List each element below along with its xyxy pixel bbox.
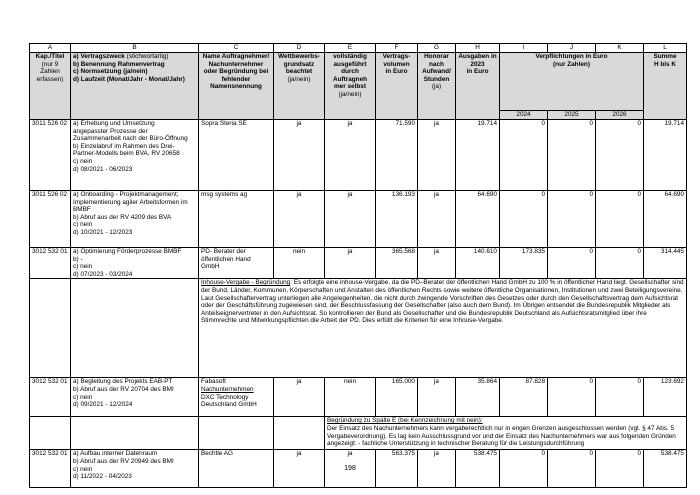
cell-line: a) Optimierung Förderprozesse BMBF (73, 248, 182, 255)
verpfl-2026-cell: 0 (596, 378, 644, 417)
cell-line: c) nein (73, 465, 93, 473)
header-line: volumen (383, 60, 410, 68)
header-line: Verpflichtungen in Euro (535, 53, 608, 60)
summe-cell: 123.692 (644, 378, 687, 417)
note-row-spalte-e (30, 417, 687, 450)
cell-line: b) - (73, 255, 83, 263)
table-row (30, 191, 687, 248)
header-verpflichtungen (500, 53, 644, 111)
verpfl-2024-cell: 0 (500, 450, 548, 488)
kap-titel-cell: 3012 532 01 (30, 248, 71, 279)
header-line: mer selbst (334, 83, 366, 91)
selbst-cell: ja (325, 191, 376, 248)
header-line: ausgeführt (333, 60, 367, 68)
wettbewerb-cell: ja (274, 120, 325, 191)
col-letter: G (418, 44, 456, 53)
table-row (30, 378, 687, 417)
verpfl-2024-cell: 0 (500, 191, 548, 248)
col-letter: C (199, 44, 274, 53)
header-line: Auftragneh (332, 75, 368, 83)
header-vertragsvolumen (376, 53, 418, 120)
header-line: nach (429, 60, 444, 68)
cell-line: PD- Berater der (201, 248, 246, 255)
header-line: Summe (653, 53, 677, 60)
verpfl-2024-cell: 0 (500, 120, 548, 191)
verpfl-2026-cell: 0 (596, 248, 644, 279)
empty-cell (274, 417, 325, 450)
note-row-inhouse (30, 279, 687, 378)
wettbewerb-cell: ja (274, 378, 325, 417)
ausgaben-cell: 64.690 (456, 191, 500, 248)
volumen-cell: 563.375 (376, 450, 418, 488)
header-ausgaben-2023 (456, 53, 500, 120)
col-letter: A (30, 44, 71, 53)
honorar-cell: ja (418, 450, 456, 488)
header-line: Stunden (423, 75, 450, 83)
header-line: (ja/nein) (338, 90, 362, 98)
header-line: d) Laufzeit (Monat/Jahr - Monat/Jahr) (73, 75, 185, 83)
cell-line: c) nein (73, 393, 93, 401)
table-row (30, 248, 687, 279)
spalte-e-note-text: Der Einsatz des Nachunternehmers kann vergaberechtlich nur in engen Grenzen ausgeschlossen werden (vgl. § 47 Abs. 5 Vergabeverordnung). Es lag kein Ausschlussgrund vor und der Einsatz des Nachunternehmers war aus folgenden Gründen angezeigt: - fachliche Unterstützung in technischer Beratung für die Leistungsdurchführung (327, 424, 676, 448)
verpfl-2026-cell: 0 (596, 120, 644, 191)
header-line: (ja) (431, 83, 442, 91)
table-row (30, 120, 687, 191)
cell-line: c) nein (73, 263, 93, 271)
empty-cell (199, 417, 274, 450)
header-line: in Euro (385, 68, 408, 76)
honorar-cell: ja (418, 378, 456, 417)
empty-cell (71, 279, 199, 378)
col-letter: E (325, 44, 376, 53)
kap-titel-cell: 3012 532 01 (30, 450, 71, 488)
cell-line: c) nein (73, 157, 93, 165)
verpfl-2025-cell: 0 (548, 378, 596, 417)
summe-cell: 538.475 (644, 450, 687, 488)
kap-titel-cell: 3011 526 02 (30, 191, 71, 248)
cell-line: GmbH (201, 263, 220, 271)
cell-line: b) Abruf aus der RV 20949 des BMI (73, 457, 174, 465)
verpfl-2025-cell: 0 (548, 248, 596, 279)
cell-line: öffentlichen Hand (201, 255, 251, 263)
col-letter: J (548, 44, 596, 53)
cell-line: b) Abruf aus der RV 4209 des BVA (73, 213, 172, 221)
cell-line: Deutschland GmbH (201, 401, 257, 409)
header-line: grundsatz (283, 60, 315, 68)
header-line: Wettbewerbs- (278, 53, 320, 60)
cell-line: a) Onboarding - Projektmanagement; (73, 191, 179, 198)
selbst-cell: nein (325, 378, 376, 417)
auftragnehmer-cell (199, 248, 274, 279)
vertragszweck-cell (71, 248, 199, 279)
cell-line: a) Erhebung und Umsetzung (73, 120, 155, 127)
col-letter: I (500, 44, 548, 53)
header-line: oder Begründung bei (203, 68, 269, 76)
year-2024: 2024 (500, 111, 548, 120)
cell-line: Sopra Steria SE (201, 120, 247, 127)
auftragnehmer-cell (199, 378, 274, 417)
header-wettbewerb (274, 53, 325, 120)
cell-line: d) 09/2021 - 12/2024 (73, 401, 133, 409)
verpfl-2025-cell: 0 (548, 120, 596, 191)
spalte-e-note (325, 417, 687, 450)
summe-cell: 314.445 (644, 248, 687, 279)
header-line: durch (341, 68, 359, 76)
empty-cell (30, 417, 71, 450)
wettbewerb-cell: ja (274, 450, 325, 488)
header-line: erfassen) (36, 75, 64, 83)
kap-titel-cell: 3012 532 01 (30, 378, 71, 417)
header-row (30, 53, 687, 111)
volumen-cell: 165.000 (376, 378, 418, 417)
wettbewerb-cell: nein (274, 248, 325, 279)
header-line: c) Normsetzung (ja/nein) (73, 68, 148, 76)
header-line: (nur 9 Zahlen (40, 60, 60, 76)
header-selbst-ausgefuehrt (325, 53, 376, 120)
header-line: Namensnennung (210, 83, 262, 91)
header-honorar (418, 53, 456, 120)
summe-cell: 64.690 (644, 191, 687, 248)
header-line: fehlender (221, 75, 251, 83)
header-line: beachtet (285, 68, 313, 76)
header-line: Vertrags- (382, 53, 411, 60)
header-line: H bis K (653, 60, 676, 68)
selbst-cell: ja (325, 120, 376, 191)
cell-line: Implementierung agiler Arbeitsformen im (73, 198, 188, 206)
selbst-cell: ja (325, 248, 376, 279)
header-line: Name Auftragnehmer/ (202, 53, 270, 60)
header-line: vollständig (333, 53, 367, 60)
column-letter-row (30, 44, 687, 53)
volumen-cell: 136.193 (376, 191, 418, 248)
col-letter: D (274, 44, 325, 53)
cell-line: a) Aufbau interner Datenraum (73, 450, 158, 458)
cell-line: a) Begleitung des Projekts EAB-PT (73, 378, 173, 386)
cell-line: BMBF (73, 206, 91, 214)
header-line: in Euro (466, 68, 489, 76)
header-line: Kap./Titel (35, 53, 65, 60)
inhouse-note (199, 279, 687, 378)
verpfl-2025-cell: 0 (548, 191, 596, 248)
wettbewerb-cell: ja (274, 191, 325, 248)
header-line-part: a) Vertragszweck (73, 53, 125, 60)
cell-line: Zusammenarbeit nach der Büro-Öffnung (73, 135, 188, 143)
header-kap-titel (30, 53, 71, 120)
year-2026: 2026 (596, 111, 644, 120)
empty-cell (30, 279, 71, 378)
inhouse-note-label: Inhouse-Vergabe - Begründung (201, 279, 291, 287)
vertragszweck-cell (71, 120, 199, 191)
honorar-cell: ja (418, 191, 456, 248)
contracts-table (29, 43, 687, 488)
header-line: Honorar (424, 53, 449, 60)
page-number: 198 (344, 465, 356, 472)
cell-line: Partner-Modells beim BVA, RV 20658 (73, 150, 180, 158)
header-line: Nachunternehmer (208, 60, 264, 68)
header-summe (644, 53, 687, 120)
col-letter: H (456, 44, 500, 53)
vertragszweck-cell (71, 191, 199, 248)
empty-cell (71, 417, 199, 450)
header-line: Ausgaben in (458, 53, 497, 60)
auftragnehmer-cell (199, 120, 274, 191)
cell-line: angepasster Prozesse der (73, 127, 148, 135)
header-line: (nur Zahlen) (553, 60, 590, 68)
cell-line: Nachunternehmen (201, 385, 254, 393)
ausgaben-cell: 35.864 (456, 378, 500, 417)
kap-titel-cell: 3011 526 02 (30, 120, 71, 191)
header-line (73, 53, 196, 61)
ausgaben-cell: 538.475 (456, 450, 500, 488)
volumen-cell: 365.568 (376, 248, 418, 279)
cell-line: d) 10/2021 - 12/2023 (73, 228, 133, 236)
cell-line: Bechtle AG (201, 450, 233, 458)
cell-line: d) 07/2023 - 03/2024 (73, 270, 133, 278)
vertragszweck-cell (71, 378, 199, 417)
col-letter: F (376, 44, 418, 53)
cell-line: b) Einzelabruf im Rahmen des Drei- (73, 142, 175, 150)
header-vertragszweck (71, 53, 199, 120)
col-letter: K (596, 44, 644, 53)
cell-line: d) 08/2021 - 06/2023 (73, 165, 133, 173)
header-line: b) Benennung Rahmenvertrag (73, 60, 165, 68)
verpfl-2025-cell: 0 (548, 450, 596, 488)
cell-line: b) Abruf aus der RV 20704 des BMI (73, 385, 174, 393)
ausgaben-cell: 19.714 (456, 120, 500, 191)
col-letter: B (71, 44, 199, 53)
header-auftragnehmer (199, 53, 274, 120)
verpfl-2024-cell: 87.828 (500, 378, 548, 417)
ausgaben-cell: 140.610 (456, 248, 500, 279)
selbst-cell: ja (325, 450, 376, 488)
header-line-part: (stichwortartig) (124, 53, 169, 60)
cell-line: c) nein (73, 221, 93, 229)
header-line: Aufwand/ (422, 68, 451, 76)
cell-line: d) 11/2022 - 04/2023 (73, 473, 132, 481)
verpfl-2026-cell: 0 (596, 450, 644, 488)
summe-cell: 19.714 (644, 120, 687, 191)
cell-line: Fabasoft (201, 378, 226, 386)
verpfl-2024-cell: 173.835 (500, 248, 548, 279)
year-2025: 2025 (548, 111, 596, 120)
auftragnehmer-cell (199, 191, 274, 248)
honorar-cell: ja (418, 248, 456, 279)
honorar-cell: ja (418, 120, 456, 191)
verpfl-2026-cell: 0 (596, 191, 644, 248)
cell-line: msg systems ag (201, 191, 248, 198)
col-letter: L (644, 44, 687, 53)
inhouse-note-text: : Es erfolgte eine inhouse-Vergabe, da die PD–Berater der öffentlichen Hand GmbH zu 100 % in öffentlicher Hand liegt. Gesellschafter sind der Bund, Länder, Kommunen, Körperschaften und Anstalten des öffentlichen Rechts sowie weitere öffentliche Organisationen, Institutionen und zwei Beteiligungsvereine. Laut Gesellschaftervertrag unterliegen alle Angelegenheiten, die nicht durch zwingende Vorschriften des Gesetzes oder durch den Gesellschaftsvertrag dem Aufsichtsrat oder der Geschäftsführung zugewiesen sind, der Beschlussfassung der Gesellschafter (also auch dem Bund). Im Übrigen entsendet die Bundesrepublik Mitglieder als Anteilseignervertreter in den Aufsichtsrat. So kontrollieren der Bund als Gesellschafter und die Bundesrepublik Deutschland als Aufsichtsratsmitglied über ihre Stimmrechte und Mitwirkungspflichten die Arbeit der PD. Dies erfüllt die Kriterien für eine Inhouse-Vergabe. (201, 279, 684, 325)
header-line: (ja/nein) (287, 75, 311, 83)
spalte-e-note-label: Begründung zu Spalte E (bei Kennzeichnung mit nein): (327, 417, 483, 425)
volumen-cell: 71.590 (376, 120, 418, 191)
cell-line: DXC Technology (201, 393, 249, 401)
header-line: 2023 (470, 60, 485, 68)
